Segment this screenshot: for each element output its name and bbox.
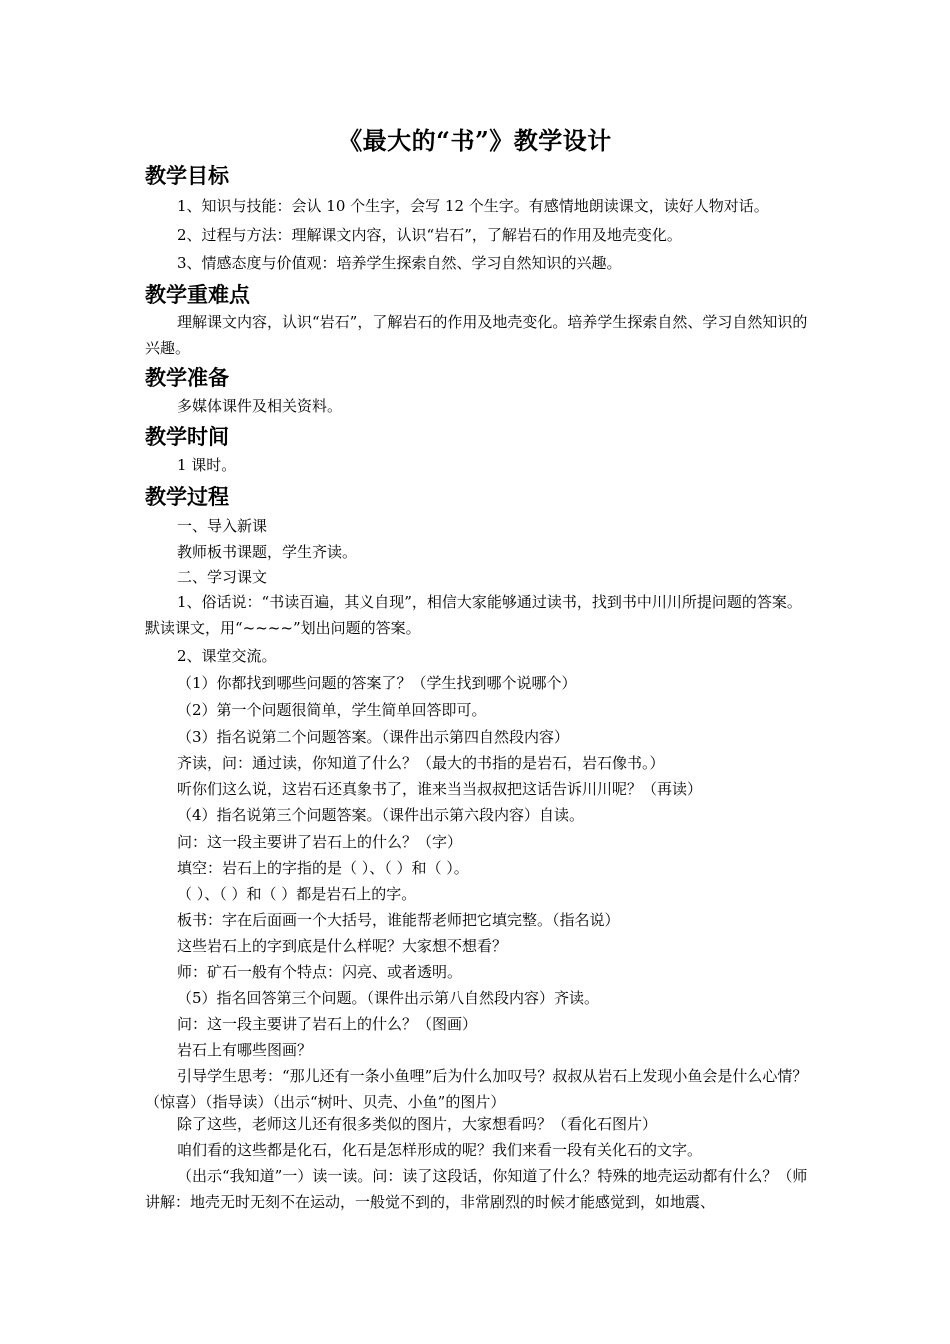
- process-line: 师：矿石一般有个特点：闪亮、或者透明。: [177, 963, 463, 981]
- heading-preparation: 教学准备: [145, 365, 229, 390]
- process-line: 2、课堂交流。: [177, 647, 277, 665]
- goal-item-3: 3、情感态度与价值观：培养学生探索自然、学习自然知识的兴趣。: [177, 254, 622, 272]
- process-line: 齐读，问：通过读，你知道了什么？（最大的书指的是岩石，岩石像书。）: [177, 754, 665, 772]
- process-line: 这些岩石上的字到底是什么样呢？大家想不想看？: [177, 937, 508, 955]
- process-line: （4）指名说第三个问题答案。（课件出示第六段内容）自读。: [177, 806, 585, 824]
- process-line: 引导学生思考：“那儿还有一条小鱼哩”后为什么加叹号？叔叔从岩石上发现小鱼会是什么心情？（惊喜）（指导读）（出示“树叶、贝壳、小鱼”的图片）: [145, 1067, 808, 1111]
- process-line: 1、俗话说：“书读百遍，其义自现”，相信大家能够通过读书，找到书中川川所提问题的答案。默读课文，用“~~~~”划出问题的答案。: [145, 593, 802, 637]
- process-line: （ ）、（ ）和（ ）都是岩石上的字。: [177, 885, 417, 903]
- process-line: 板书：字在后面画一个大括号，谁能帮老师把它填完整。（指名说）: [177, 911, 620, 929]
- process-line: 二、学习课文: [177, 568, 268, 586]
- process-line: （出示“我知道”一）读一读。问：读了这段话，你知道了什么？特殊的地壳运动都有什么？（师讲解：地壳无时无刻不在运动，一般觉不到的，非常剧烈的时候才能感觉到，如地震、: [145, 1167, 808, 1211]
- document-title: 《最大的“书”》教学设计: [338, 126, 612, 155]
- process-line: 听你们这么说，这岩石还真象书了，谁来当当叔叔把这话告诉川川呢？（再读）: [177, 780, 703, 798]
- heading-goals: 教学目标: [145, 163, 229, 188]
- process-line: （2）第一个问题很简单，学生简单回答即可。: [177, 701, 487, 719]
- process-line: 一、导入新课: [177, 517, 268, 535]
- goal-item-2: 2、过程与方法：理解课文内容，认识“岩石”，了解岩石的作用及地壳变化。: [177, 226, 682, 244]
- process-line: 岩石上有哪些图画？: [177, 1041, 313, 1059]
- process-line: 咱们看的这些都是化石，化石是怎样形成的呢？我们来看一段有关化石的文字。: [177, 1141, 703, 1159]
- heading-key-points: 教学重难点: [145, 282, 250, 307]
- process-line: 填空：岩石上的字指的是（ ）、（ ）和（ ）。: [177, 859, 469, 877]
- time-text: 1 课时。: [177, 456, 237, 474]
- process-line: 教师板书课题，学生齐读。: [177, 543, 358, 561]
- process-line: 问：这一段主要讲了岩石上的什么？（字）: [177, 833, 463, 851]
- process-line: （1）你都找到哪些问题的答案了？（学生找到哪个说哪个）: [177, 674, 577, 692]
- goal-item-1: 1、知识与技能：会认 10 个生字，会写 12 个生字。有感情地朗读课文，读好人物对话。: [177, 197, 769, 215]
- process-line: （3）指名说第二个问题答案。（课件出示第四自然段内容）: [177, 728, 570, 746]
- preparation-text: 多媒体课件及相关资料。: [177, 397, 343, 415]
- process-line: 问：这一段主要讲了岩石上的什么？（图画）: [177, 1015, 478, 1033]
- process-line: 除了这些，老师这儿还有很多类似的图片，大家想看吗？（看化石图片）: [177, 1115, 658, 1133]
- key-points-text: 理解课文内容，认识“岩石”，了解岩石的作用及地壳变化。培养学生探索自然、学习自然知识的兴趣。: [145, 313, 808, 357]
- heading-process: 教学过程: [145, 484, 229, 509]
- process-line: （5）指名回答第三个问题。（课件出示第八自然段内容）齐读。: [177, 989, 600, 1007]
- heading-time: 教学时间: [145, 424, 229, 449]
